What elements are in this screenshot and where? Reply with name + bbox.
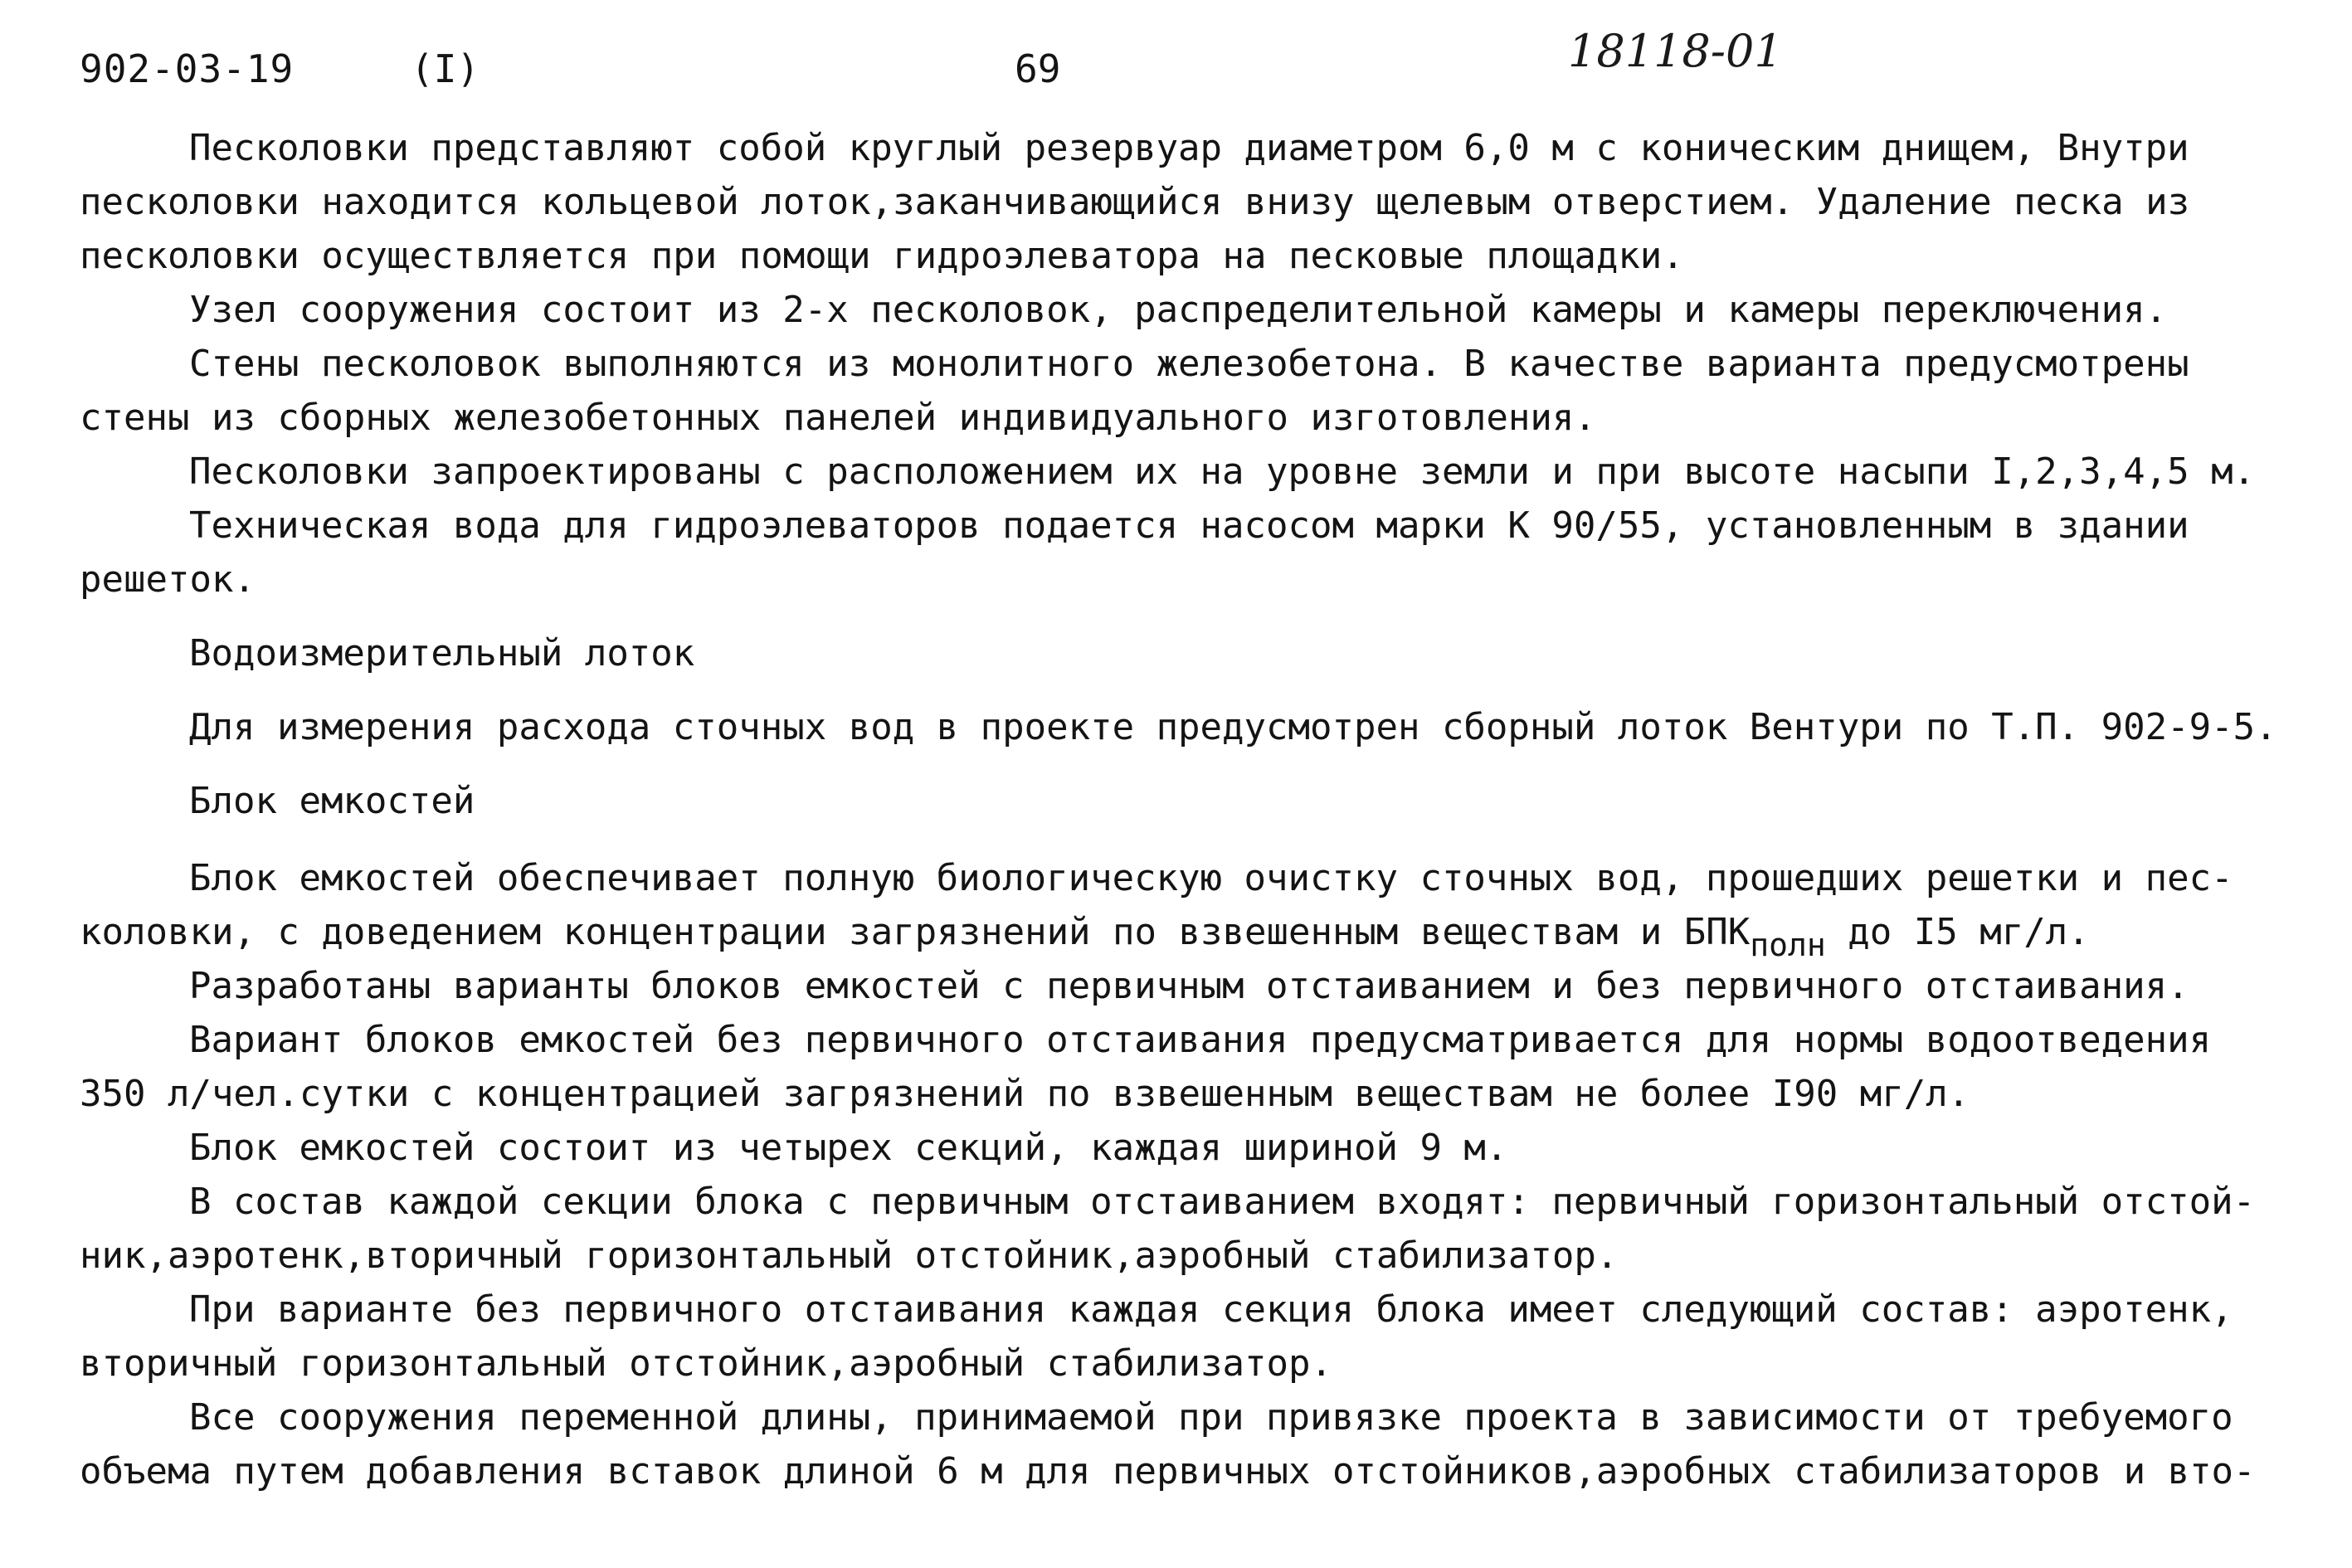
paragraph-sand-traps bbox=[80, 121, 2286, 283]
spacer bbox=[80, 754, 2286, 774]
text-line: Все сооружения переменной длины, принимаемой при привязке проекта в зависимости от требуемого bbox=[189, 1396, 2233, 1439]
text-line: Стены песколовок выполняются из монолитного железобетона. В качестве варианта предусмотрены bbox=[189, 343, 2189, 385]
paragraph-section-composition bbox=[80, 1175, 2286, 1283]
text-line: Узел сооружения состоит из 2-х песколовок, распределительной камеры и камеры переключения. bbox=[189, 289, 2168, 331]
page-number: 69 bbox=[1015, 46, 1061, 91]
text-line bbox=[80, 905, 2286, 959]
text-fragment: коловки, с доведением концентрации загрязнений по взвешенным веществам и БПК bbox=[80, 911, 1751, 953]
text-line: Песколовки представляют собой круглый резервуар диаметром 6,0 м с коническим днищем, Внутри bbox=[189, 127, 2189, 169]
spacer bbox=[80, 828, 2286, 851]
text-line: Для измерения расхода сточных вод в проекте предусмотрен сборный лоток Вентури по Т.П. 902-9-5. bbox=[189, 706, 2277, 748]
text-line: решеток. bbox=[80, 558, 256, 601]
paragraph-venturi bbox=[80, 700, 2286, 754]
section-heading-flume: Водоизмерительный лоток bbox=[189, 632, 695, 674]
text-line: Блок емкостей состоит из четырех секций, каждая шириной 9 м. bbox=[189, 1127, 1508, 1169]
document-code: 902-03-19 bbox=[80, 46, 295, 91]
section-heading-tank-block: Блок емкостей bbox=[189, 780, 475, 822]
paragraph-variants bbox=[80, 959, 2286, 1013]
text-line: объема путем добавления вставок длиной 6 м для первичных отстойников,аэробных стабилизаторов и вто- bbox=[80, 1450, 2256, 1493]
spacer bbox=[80, 606, 2286, 626]
text-line: Техническая вода для гидроэлеваторов подается насосом марки К 90/55, установленным в здании bbox=[189, 504, 2189, 547]
paragraph-bio-treatment bbox=[80, 851, 2286, 959]
text-line: В состав каждой секции блока с первичным отстаиванием входят: первичный горизонтальный отстой- bbox=[189, 1181, 2256, 1223]
spacer bbox=[80, 680, 2286, 700]
handwritten-stamp: 18118-01 bbox=[1568, 25, 1783, 77]
text-line: Блок емкостей обеспечивает полную биологическую очистку сточных вод, прошедших решетки и пес- bbox=[189, 857, 2233, 899]
paragraph-sections bbox=[80, 1121, 2286, 1175]
paragraph-structure-unit bbox=[80, 283, 2286, 337]
text-line: вторичный горизонтальный отстойник,аэробный стабилизатор. bbox=[80, 1342, 1332, 1385]
text-line: песколовки осуществляется при помощи гидроэлеватора на песковые площадки. bbox=[80, 235, 1684, 277]
paragraph-variable-length bbox=[80, 1390, 2286, 1498]
text-line: 350 л/чел.сутки с концентрацией загрязнений по взвешенным веществам не более I90 мг/л. bbox=[80, 1073, 1970, 1115]
text-fragment: до I5 мг/л. bbox=[1825, 911, 2090, 953]
paragraph-no-primary-settling bbox=[80, 1013, 2286, 1121]
paragraph-placement bbox=[80, 445, 2286, 499]
text-line: ник,аэротенк,вторичный горизонтальный отстойник,аэробный стабилизатор. bbox=[80, 1234, 1619, 1277]
text-line: Песколовки запроектированы с расположением их на уровне земли и при высоте насыпи I,2,3,4,5 м. bbox=[189, 450, 2256, 493]
text-line: При варианте без первичного отстаивания каждая секция блока имеет следующий состав: аэротенк, bbox=[189, 1288, 2233, 1331]
body-text bbox=[80, 121, 2286, 1498]
paragraph-walls bbox=[80, 337, 2286, 445]
text-line: песколовки находится кольцевой лоток,заканчивающийся внизу щелевым отверстием. Удаление песка из bbox=[80, 181, 2190, 223]
paragraph-variant-composition bbox=[80, 1283, 2286, 1390]
paragraph-technical-water bbox=[80, 499, 2286, 606]
subscript: полн bbox=[1750, 927, 1826, 959]
part-number: (I) bbox=[411, 46, 480, 91]
text-line: Разработаны варианты блоков емкостей с первичным отстаиванием и без первичного отстаивания. bbox=[189, 965, 2189, 1007]
text-line: стены из сборных железобетонных панелей индивидуального изготовления. bbox=[80, 397, 1596, 439]
text-line: Вариант блоков емкостей без первичного отстаивания предусматривается для нормы водоотведения bbox=[189, 1019, 2212, 1061]
